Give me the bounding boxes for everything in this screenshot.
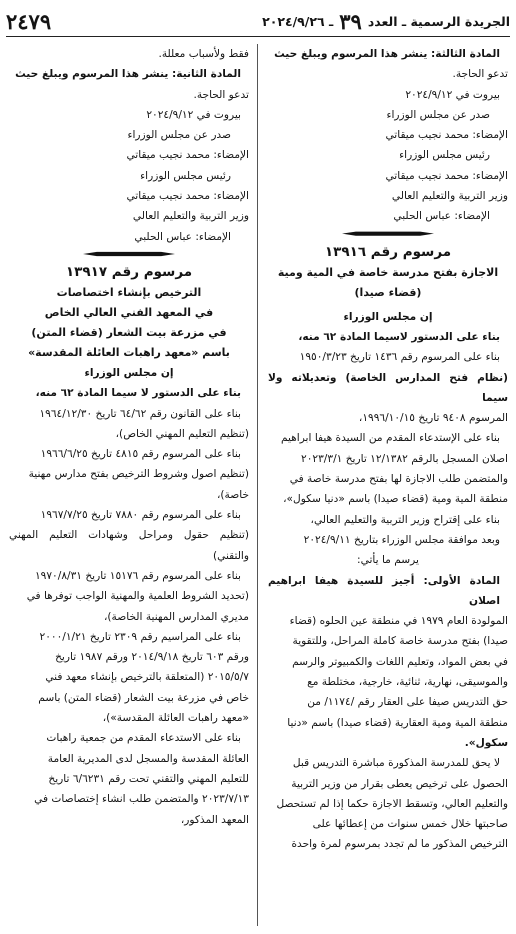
body-line: والموسيقى، نهارية، ثنائية، خارجية، مختلطة مع [307,676,508,689]
decree-subtitle: (قضاء صيدا) [354,285,422,299]
body-line: خاص في مزرعة بيت الشعار (قضاء المتن) باسم [38,691,249,704]
council-heading: إن مجلس الوزراء [343,310,433,323]
decree-subtitle: باسم «معهد راهبات العائلة المقدسة» [28,345,230,359]
constitution-basis: بناء على الدستور لاسيما المادة ٦٢ منه، [298,330,500,343]
body-line: بناء على الإستدعاء المقدم من السيدة هيفا ابراهيم [280,432,500,445]
body-line: (تحديد الشروط العلمية والمهنية الواجب توفرها في [26,590,249,603]
body-line: منطقة المية ومية (قضاء صيدا) باسم «دنيا سكول»، [283,493,508,506]
decree-title: مرسوم رقم ١٣٩١٧ [65,263,193,280]
council-heading: إن مجلس الوزراء [84,366,174,379]
signature-line: وزير التربية والتعليم العالي [132,210,249,223]
date-line: بيروت في ٢٠٢٤/٩/١٢ [146,108,241,121]
header-left-group [262,9,510,34]
decree-subtitle: الترخيص بإنشاء اختصاصات [56,285,202,299]
constitution-basis: بناء على الدستور لا سيما المادة ٦٢ منه، [35,387,241,400]
section-divider [9,247,249,261]
body-line: الحصول على ترخيص يعطى بقرار من وزير التربية [291,777,508,790]
signature-line: رئيس مجلس الوزراء [140,169,231,182]
gazette-title: الجريدة الرسمية ـ العدد [367,13,510,29]
signature-line: صدر عن مجلس الوزراء [386,108,490,121]
column-divider [257,44,258,926]
body-line: بناء على المرسوم رقم ٧٨٨٠ تاريخ ١٩٦٧/٧/٢٥ [40,509,241,522]
body-line: صاحبتها خلال خمس سنوات من إعطائها على [312,818,508,831]
date-line: بيروت في ٢٠٢٤/٩/١٢ [405,88,500,101]
body-line: سكول». [464,736,508,749]
body-line: والتعليم العالي، وتسقط الاجازة حكما إذا لم تستحصل [276,797,508,810]
decree-title: مرسوم رقم ١٣٩١٦ [324,243,452,260]
body-line: (تنظيم اصول وشروط الترخيص بفتح مدارس مهنية [28,468,249,481]
signature-line: الإمضاء: عباس الحلبي [134,230,231,243]
right-column [268,44,508,855]
body-line: للتعليم المهني والتقني تحت رقم ٦/٦٢٣١ تاريخ [48,772,249,785]
left-column [9,44,249,830]
issue-number: ٣٩ [339,8,362,34]
body-line: وبعد موافقة مجلس الوزراء بتاريخ ٢٠٢٤/٩/١١ [303,533,500,546]
text-line: تدعو الحاجة. [452,68,508,81]
body-line: اصلان المسجل بالرقم ١٢/١٣٨٢ تاريخ ٢٠٢٣/٣/١ [301,452,508,465]
body-line: لا يحق للمدرسة المذكورة مباشرة التدريس قبل [292,757,500,770]
decree-line: يرسم ما يأتي: [357,554,419,567]
decree-subtitle: في مزرعة بيت الشعار (قضاء المتن) [31,325,227,339]
section-divider [268,227,508,241]
body-line: (تنظيم حقول ومراحل وشهادات التعليم المهني والتقني) [9,529,249,562]
signature-line: صدر عن مجلس الوزراء [127,129,231,142]
body-line: والمتضمن طلب الاجازة لها بفتح مدرسة خاصة في [289,473,508,486]
article-line: المادة الثالثة: ينشر هذا المرسوم ويبلغ حيث [274,48,500,60]
text-line: تدعو الحاجة. [193,88,249,101]
body-line: خاصة)، [216,488,249,501]
body-line: العائلة المقدسة والمسجل لدى المديرية العامة [47,752,249,765]
body-line: بناء على المراسيم رقم ٢٣٠٩ تاريخ ٢٠٠٠/١/٢١ [39,630,241,643]
body-line: حق التدريس صيفا على العقار رقم /١١٧٤/ من [307,696,508,709]
article-line: المادة الثانية: ينشر هذا المرسوم ويبلغ حيث [15,68,241,81]
signature-line: الإمضاء: عباس الحلبي [393,210,490,223]
signature-line: الإمضاء: محمد نجيب ميقاتي [385,169,508,182]
body-line: بناء على القانون رقم ٦٤/٦٢ تاريخ ١٩٦٤/١٢/٣٠ [39,407,241,420]
decree-subtitle: الاجازة بفتح مدرسة خاصة في المية ومية [277,265,499,279]
body-line: (تنظيم التعليم المهني الخاص)، [115,427,249,440]
signature-line: رئيس مجلس الوزراء [399,149,490,162]
body-line: المرسوم ٩٤٠٨ تاريخ ١٩٩٦/١٠/١٥، [358,412,508,425]
body-line: (نظام فتح المدارس الخاصة) وتعديلاته ولا سيما [268,371,508,404]
body-line: بناء على المرسوم رقم ١٥١٧٦ تاريخ ١٩٧٠/٨/٣١ [34,569,241,582]
signature-line: الإمضاء: محمد نجيب ميقاتي [126,149,249,162]
body-line: ٢٠١٥/٥/٧ (المتعلقة بالترخيص بإنشاء معهد فني [45,671,249,684]
body-line: ورقم ٦٠٣ تاريخ ٢٠١٤/٩/١٨ ورقم ١٩٨٧ تاريخ [55,651,249,664]
signature-line: الإمضاء: محمد نجيب ميقاتي [126,190,249,203]
body-line: مديري المدارس المهنية الخاصة)، [104,610,249,623]
body-line: في بعض المواد، وتعليم اللغات والكمبيوتر والرسم [292,655,508,668]
body-line: صيدا) بفتح مدرسة خاصة كاملة المراحل، وللتقوية [292,635,508,648]
body-line: بناء على المرسوم رقم ٤٨١٥ تاريخ ١٩٦٦/٦/٢٥ [40,448,241,461]
body-line: بناء على إقتراح وزير التربية والتعليم العالي، [310,513,500,526]
signature-line: وزير التربية والتعليم العالي [391,190,508,203]
body-line: المولودة العام ١٩٧٩ في منطقة عين الحلوه (قضاء [289,615,508,628]
body-line: «معهد راهبات العائلة المقدسة»)، [102,712,249,725]
page-number: ٢٤٧٩ [6,8,52,34]
body-line: بناء على الاستدعاء المقدم من جمعية راهبات [46,732,241,745]
body-line: بناء على المرسوم رقم ١٤٣٦ تاريخ ١٩٥٠/٣/٢٣ [299,351,500,364]
decree-subtitle: في المعهد الفني العالي الخاص [44,305,214,319]
body-line: الترخيص المذكور ما لم تجدد بمرسوم لمرة واحدة [291,838,508,851]
page-header [6,6,510,37]
article-line: المادة الأولى: أجيز للسيدة هيفا ابراهيم اصلان [268,574,500,607]
signature-line: الإمضاء: محمد نجيب ميقاتي [385,129,508,142]
body-line: منطقة المية ومية العقارية (قضاء صيدا) باسم «دنيا [287,716,508,729]
body-line: المعهد المذكور، [180,813,249,826]
body-line: ٢٠٢٣/٧/١٣ والمتضمن طلب انشاء إختصاصات في [34,793,249,806]
issue-date: ـ ٢٠٢٤/٩/٢٦ [262,13,334,29]
text-line: فقط ولأسباب معللة. [158,48,249,60]
